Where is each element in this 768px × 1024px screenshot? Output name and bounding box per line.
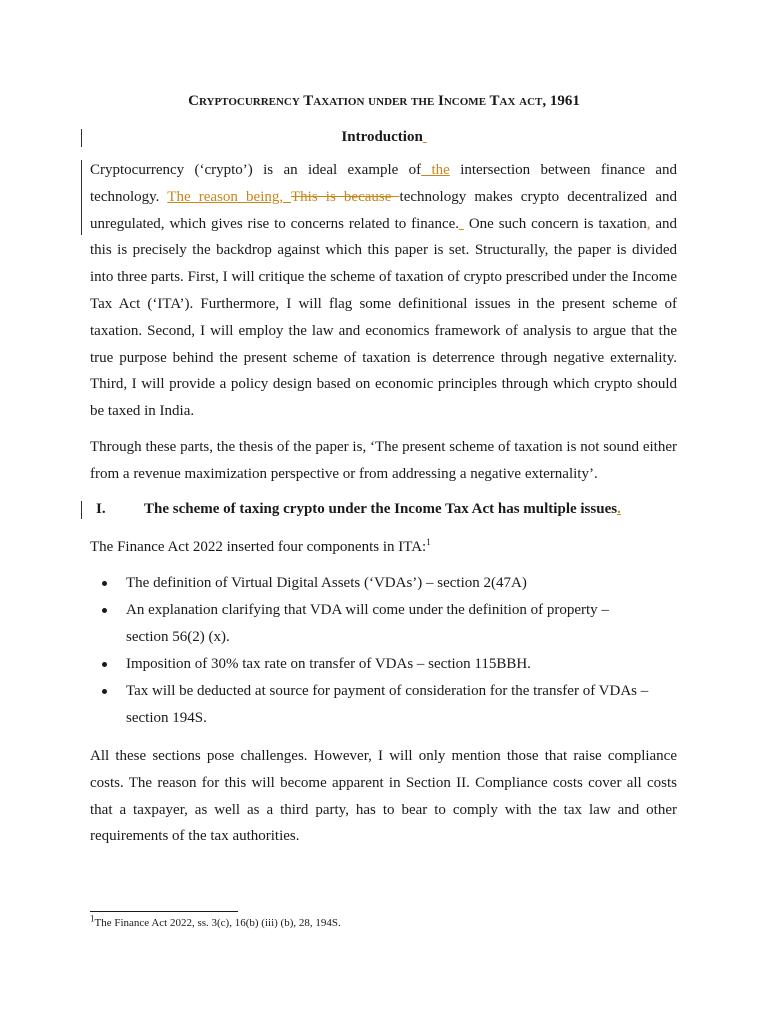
- bullet-icon: [102, 662, 107, 667]
- list-item: An explanation clarifying that VDA will come under the definition of property – section 56(2) (x).: [90, 597, 650, 651]
- section-heading: I. The scheme of taxing crypto under the Income Tax Act has multiple issues.: [96, 501, 621, 517]
- footnote: $^1$The Finance Act 2022, ss. 3(c), 16(b) (iii) (b), 28, 194S.: [90, 913, 341, 929]
- list-item: Imposition of 30% tax rate on transfer of VDAs – section 115BBH.: [90, 651, 650, 678]
- change-bar: [81, 501, 82, 519]
- intro-paragraph: Cryptocurrency (‘crypto’) is an ideal example of the intersection between finance and technology. The reason being, This is because technology makes crypto decentralized and unregulated, which gives rise to concerns related to finance. One such concern is taxation, and this is precisely the backdrop against which this paper is set. Structurally, the paper is divided into three parts. First, I will critique the scheme of taxation of crypto prescribed under the Income Tax Act (‘ITA’). Furthermore, I will flag some definitional issues in the present scheme of taxation. Second, I will employ the law and economics framework of analysis to argue that the true purpose behind the present scheme of taxation is deterrence through negative externality. Third, I will provide a policy design based on economic principles through which crypto should be taxed in India.: [90, 162, 678, 420]
- footnote-divider: [90, 911, 238, 912]
- finance-act-intro: The Finance Act 2022 inserted four components in ITA:$^1$: [90, 537, 431, 555]
- deleted-text[interactable]: This is because: [290, 188, 400, 205]
- document-title: Cryptocurrency Taxation under the Income Tax act, 1961: [188, 93, 580, 109]
- bullet-icon: [102, 608, 107, 613]
- bullet-icon: [102, 581, 107, 586]
- intro-heading: Introduction: [341, 129, 423, 145]
- footnote-reference[interactable]: 1: [426, 537, 431, 547]
- change-bar: [81, 160, 82, 235]
- thesis-paragraph: Through these parts, the thesis of the paper is, ‘The present scheme of taxation is not sound either from a revenue maximization perspective or from addressing a negative externality’.: [90, 439, 677, 482]
- inserted-text[interactable]: The reason being,: [167, 188, 291, 205]
- inserted-text[interactable]: the: [421, 162, 450, 178]
- compliance-paragraph: All these sections pose challenges. However, I will only mention those that raise compliance costs. The reason for this will become apparent in Section II. Compliance costs cover all costs that a taxpayer, as well as a third party, has to bear to comply with the tax law and other requirements of the tax authorities.: [90, 748, 677, 845]
- components-list: [90, 570, 650, 732]
- bullet-icon: [102, 689, 107, 694]
- list-item: Tax will be deducted at source for payment of consideration for the transfer of VDAs – section 194S.: [90, 678, 650, 732]
- list-item: The definition of Virtual Digital Assets (‘VDAs’) – section 2(47A): [90, 570, 650, 597]
